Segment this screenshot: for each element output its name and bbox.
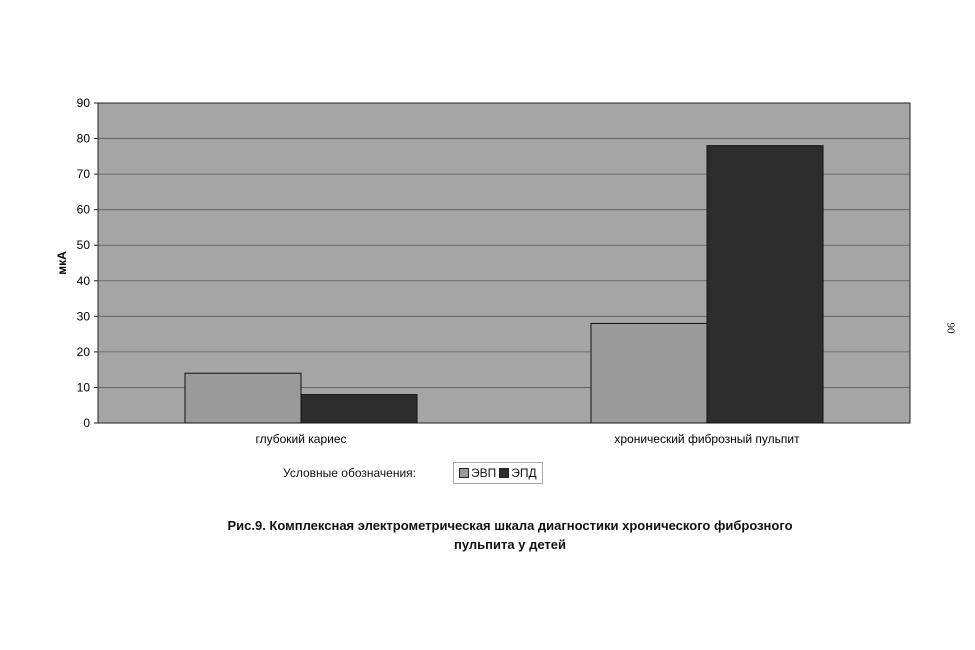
bar-epd-1: [707, 146, 823, 423]
y-axis-label: мкА: [55, 251, 69, 275]
y-tick-label: 10: [76, 380, 90, 395]
figure-caption-line-1: Рис.9. Комплексная электрометрическая шкала диагностики хронического фиброзного: [227, 518, 793, 533]
bar-epd-0: [301, 395, 417, 423]
x-category-label: хронический фиброзный пульпит: [614, 432, 800, 446]
x-axis: [255, 432, 800, 446]
legend-title: Условные обозначения:: [283, 466, 416, 480]
y-tick-label: 50: [76, 238, 90, 253]
y-tick-label: 30: [76, 309, 90, 324]
y-tick-label: 40: [76, 273, 90, 288]
y-tick-label: 80: [76, 131, 90, 146]
legend-item-epd: [499, 466, 536, 480]
page-number: 90: [944, 322, 957, 334]
y-tick-label: 60: [76, 202, 90, 217]
y-tick-label: 20: [76, 344, 90, 359]
x-category-label: глубокий кариес: [255, 432, 347, 446]
figure-caption-line-2: пульпита у детей: [454, 537, 566, 552]
legend-swatch-epd: [499, 468, 509, 478]
y-tick-label: 0: [83, 416, 90, 430]
bar-evp-1: [591, 323, 707, 423]
legend-label-epd: ЭПД: [511, 466, 537, 480]
legend-label-evp: ЭВП: [471, 466, 497, 480]
legend: [453, 462, 543, 484]
legend-swatch-evp: [459, 468, 469, 478]
y-tick-label: 90: [76, 96, 90, 110]
y-tick-label: 70: [76, 167, 90, 182]
legend-item-evp: [459, 466, 496, 480]
bar-evp-0: [185, 373, 301, 423]
y-axis: [77, 96, 98, 430]
